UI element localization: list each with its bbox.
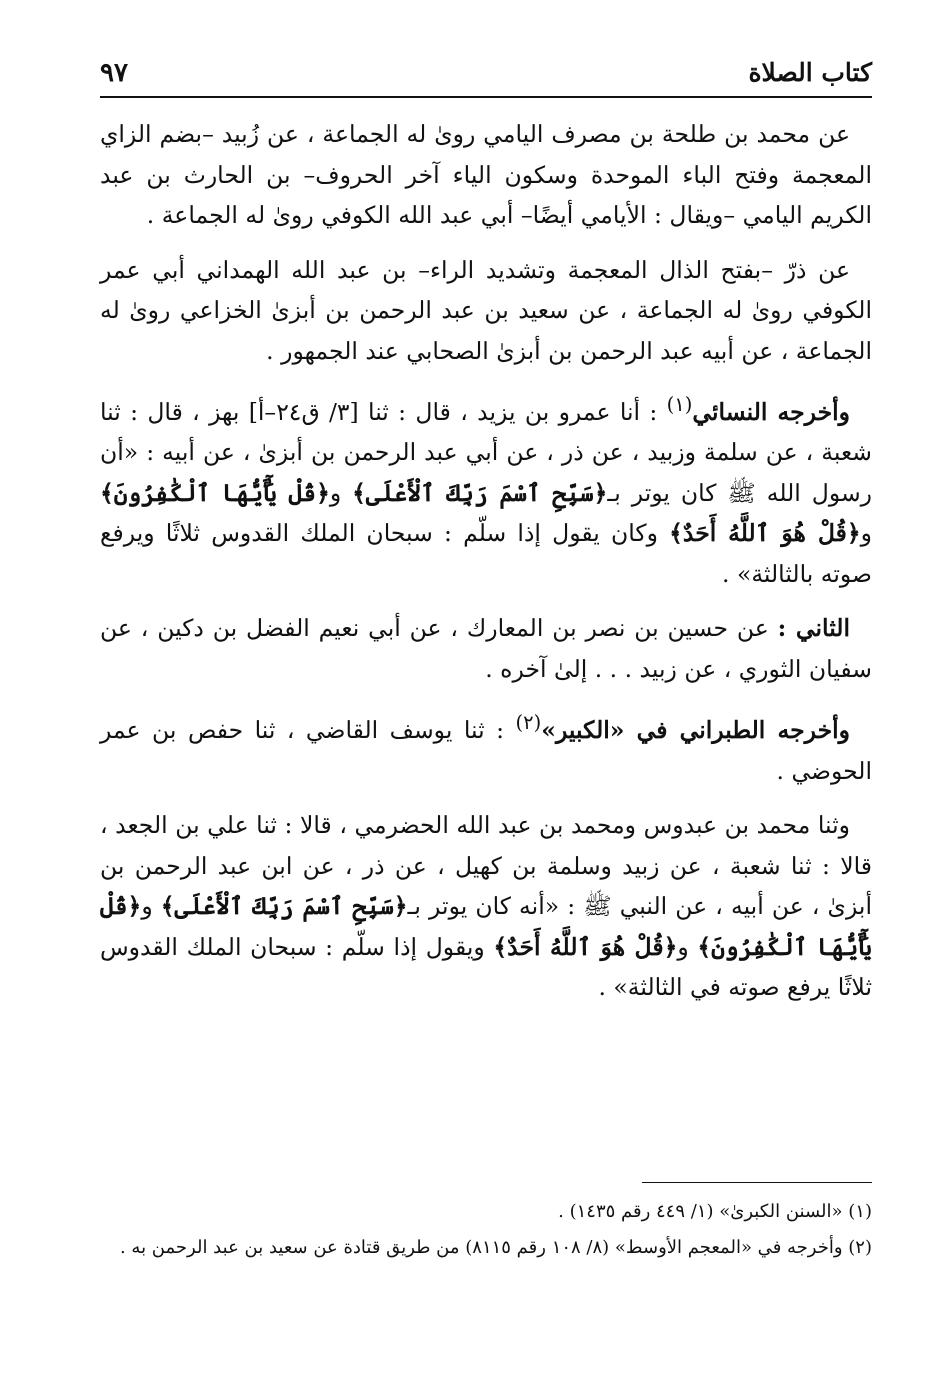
quran-verse: ﴿قُلْ يَٰٓأَيُّهَا ٱلْكَٰفِرُونَ﴾ — [100, 892, 873, 961]
conjunction: و — [141, 892, 161, 921]
footnotes — [100, 1196, 872, 1268]
quran-verse: ﴿قُلْ يَٰٓأَيُّهَا ٱلْكَٰفِرُونَ﴾ — [100, 478, 330, 507]
section-lead: الثاني : — [777, 614, 850, 643]
footnote-1: (١) «السنن الكبرىٰ» (١/ ٤٤٩ رقم ١٤٣٥) . — [558, 1201, 872, 1222]
page-number: ٩٧ — [100, 58, 128, 88]
paragraph-text: وكان يقول إذا سلّم : سبحان الملك القدوس ثلاثًا ويرفع صوته بالثالثة» . — [100, 519, 872, 588]
chapter-title: كتاب الصلاة — [748, 58, 872, 87]
paragraph-1: عن محمد بن طلحة بن مصرف اليامي روىٰ له الجماعة ، عن زُبيد –بضم الزاي المعجمة وفتح الباء الموحدة وسكون الياء آخر الحروف– بن الحارث بن عبد الكريم اليامي –ويقال : الأيامي أيضًا– أبي عبد الله الكوفي روىٰ له الجماعة . — [100, 120, 872, 229]
conjunction: و — [860, 519, 872, 548]
paragraph-text: عن حسين بن نصر بن المعارك ، عن أبي نعيم الفضل بن دكين ، عن سفيان الثوري ، عن زبيد . . . إلىٰ آخره . — [100, 614, 872, 683]
quran-verse: ﴿سَبِّحِ ٱسْمَ رَبِّكَ ٱلْأَعْلَى﴾ — [352, 478, 608, 507]
paragraph-5 — [100, 703, 872, 791]
paragraph-4 — [100, 608, 872, 689]
footnote-ref: (٢) — [515, 711, 542, 735]
conjunction: و — [677, 932, 698, 961]
paragraph-text: ويقول إذا سلّم : سبحان الملك القدوس ثلاثًا يرفع صوته في الثالثة» . — [100, 932, 872, 1002]
paragraph-text: : ثنا يوسف القاضي ، ثنا حفص بن عمر الحوضي . — [100, 716, 872, 785]
paragraph-3 — [100, 385, 872, 594]
source-lead: وأخرجه الطبراني في «الكبير» — [541, 716, 851, 745]
paragraph-text: وثنا محمد بن عبدوس ومحمد بن عبد الله الحضرمي ، قالا : ثنا علي بن الجعد ، قالا : ثنا شعبة ، عن زبيد وسلمة بن كهيل ، عن ذر ، عن ابن عبد الرحمن بن أبزىٰ ، عن أبيه ، عن النبي ﷺ : «أنه كان يوتر بـ — [100, 811, 872, 921]
paragraph-text: : أنا عمرو بن يزيد ، قال : ثنا [٣/ ق٢٤–أ] بهز ، قال : ثنا شعبة ، عن سلمة وزبيد ، عن ذر ، عن أبي عبد الرحمن بن أبزىٰ ، عن أبيه : «أن رسول الله ﷺ كان يوتر بـ — [100, 397, 873, 507]
quran-verse: ﴿سَبِّحِ ٱسْمَ رَبِّكَ ٱلْأَعْلَى﴾ — [160, 892, 408, 921]
quran-verse: ﴿قُلْ هُوَ ٱللَّهُ أَحَدٌ﴾ — [669, 519, 861, 548]
paragraph-2: عن ذرّ –بفتح الذال المعجمة وتشديد الراء– بن عبد الله الهمداني أبي عمر الكوفي روىٰ له الجماعة ، عن سعيد بن عبد الرحمن بن أبزىٰ الخزاعي روىٰ له الجماعة ، عن أبيه عبد الرحمن بن أبزىٰ الصحابي عند الجمهور . — [100, 255, 872, 365]
quran-verse: ﴿قُلْ هُوَ ٱللَّهُ أَحَدٌ﴾ — [493, 932, 678, 961]
header-rule — [100, 96, 872, 98]
footnote-ref: (١) — [666, 393, 693, 416]
footnote-2: (٢) وأخرجه في «المعجم الأوسط» (٨/ ١٠٨ رقم ٨١١٥) من طريق قتادة عن سعيد بن عبد الرحمن به . — [119, 1237, 872, 1258]
source-lead: وأخرجه النسائي — [692, 397, 850, 426]
page-header — [100, 52, 872, 96]
footnote-rule — [642, 1182, 872, 1183]
paragraph-6 — [100, 805, 872, 1008]
main-text — [100, 114, 872, 1022]
conjunction: و — [329, 478, 353, 507]
